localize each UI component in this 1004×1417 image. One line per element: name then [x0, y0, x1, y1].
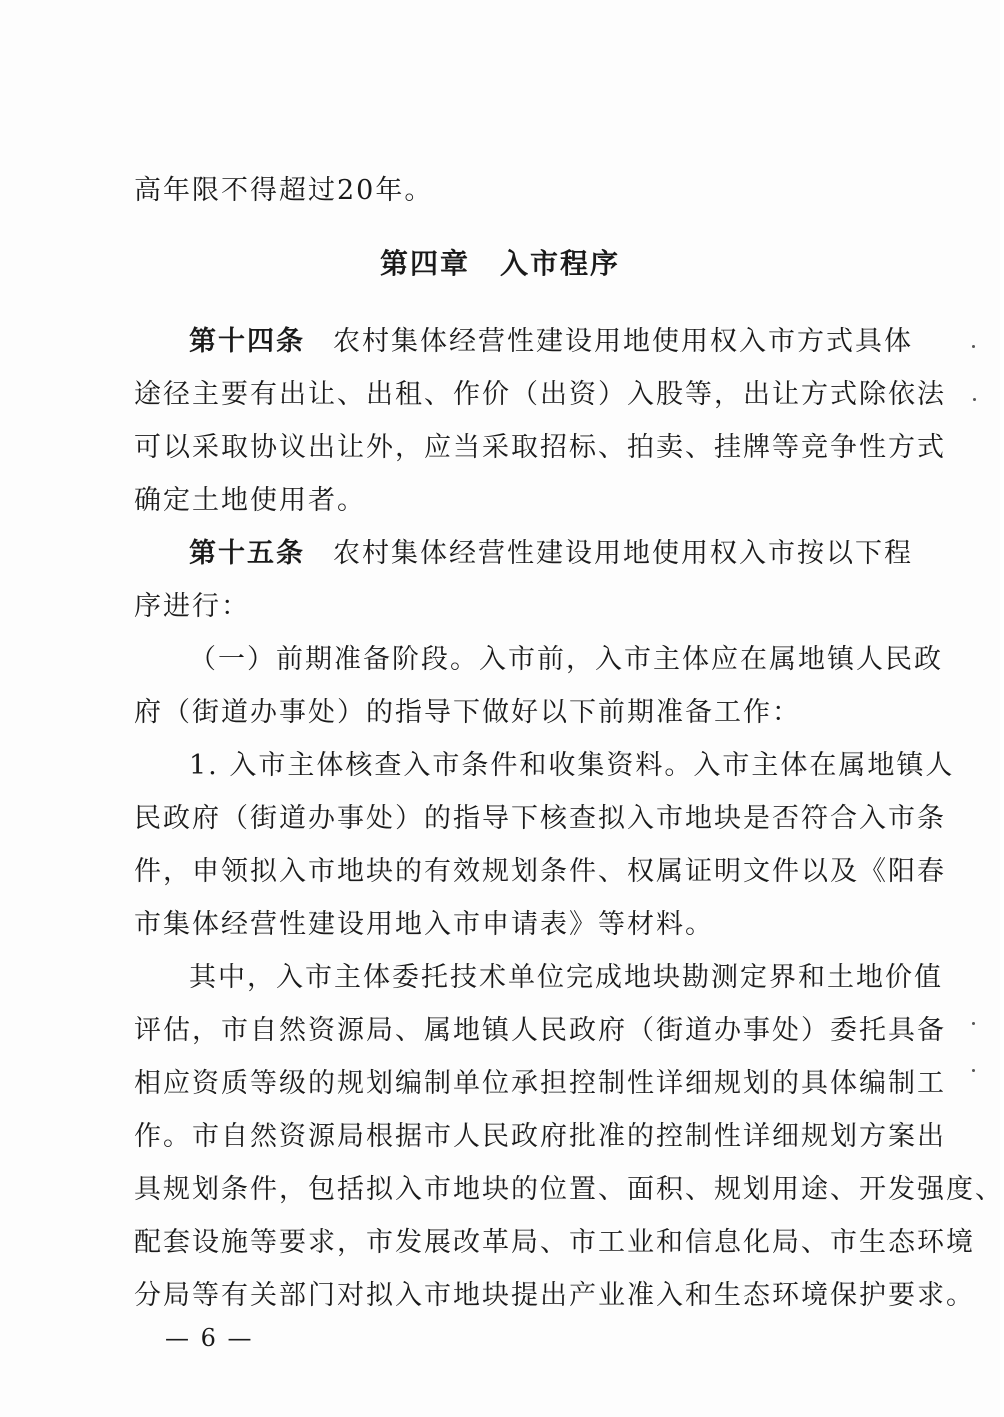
- article-15-label: 第十五条: [189, 538, 305, 569]
- scan-speck: [973, 398, 976, 401]
- paragraph-line-7: 分局等有关部门对拟入市地块提出产业准入和生态环境保护要求。: [134, 1280, 975, 1311]
- scan-speck: [972, 345, 975, 348]
- article-15-line-1: 第十五条 农村集体经营性建设用地使用权入市按以下程: [189, 538, 913, 569]
- article-14-label: 第十四条: [189, 326, 305, 357]
- paragraph-line-1: 其中，入市主体委托技术单位完成地块勘测定界和土地价值: [189, 962, 943, 993]
- paragraph-line-2: 评估，市自然资源局、属地镇人民政府（街道办事处）委托具备: [134, 1015, 946, 1046]
- paragraph-line-3: 相应资质等级的规划编制单位承担控制性详细规划的具体编制工: [134, 1068, 946, 1099]
- paragraph-line-6: 配套设施等要求，市发展改革局、市工业和信息化局、市生态环境: [134, 1227, 975, 1258]
- article-14-line-4: 确定土地使用者。: [134, 485, 366, 516]
- scan-speck: [972, 1022, 975, 1025]
- scan-speck: [972, 1069, 975, 1072]
- stage-1-line-1: （一）前期准备阶段。入市前，入市主体应在属地镇人民政: [189, 644, 943, 675]
- chapter-title: 第四章 入市程序: [379, 247, 620, 280]
- stage-1-line-2: 府（街道办事处）的指导下做好以下前期准备工作：: [134, 697, 801, 728]
- article-14-line-3: 可以采取协议出让外，应当采取招标、拍卖、挂牌等竞争性方式: [134, 432, 946, 463]
- paragraph-line-5: 具规划条件，包括拟入市地块的位置、面积、规划用途、开发强度、: [134, 1174, 1004, 1205]
- article-14-line-2: 途径主要有出让、出租、作价（出资）入股等，出让方式除依法: [134, 379, 946, 410]
- item-1-line-4: 市集体经营性建设用地入市申请表》等材料。: [134, 909, 714, 940]
- article-15-line-2: 序进行：: [134, 591, 250, 622]
- item-1-line-2: 民政府（街道办事处）的指导下核查拟入市地块是否符合入市条: [134, 803, 946, 834]
- item-1-line-1: 1. 入市主体核查入市条件和收集资料。入市主体在属地镇人: [189, 750, 955, 781]
- article-14-line-1: 第十四条 农村集体经营性建设用地使用权入市方式具体: [189, 326, 913, 357]
- page-number: — 6 —: [165, 1324, 254, 1352]
- item-1-line-3: 件，申领拟入市地块的有效规划条件、权属证明文件以及《阳春: [134, 856, 946, 887]
- paragraph-line-4: 作。市自然资源局根据市人民政府批准的控制性详细规划方案出: [134, 1121, 946, 1152]
- continuation-line: 高年限不得超过20年。: [134, 175, 434, 206]
